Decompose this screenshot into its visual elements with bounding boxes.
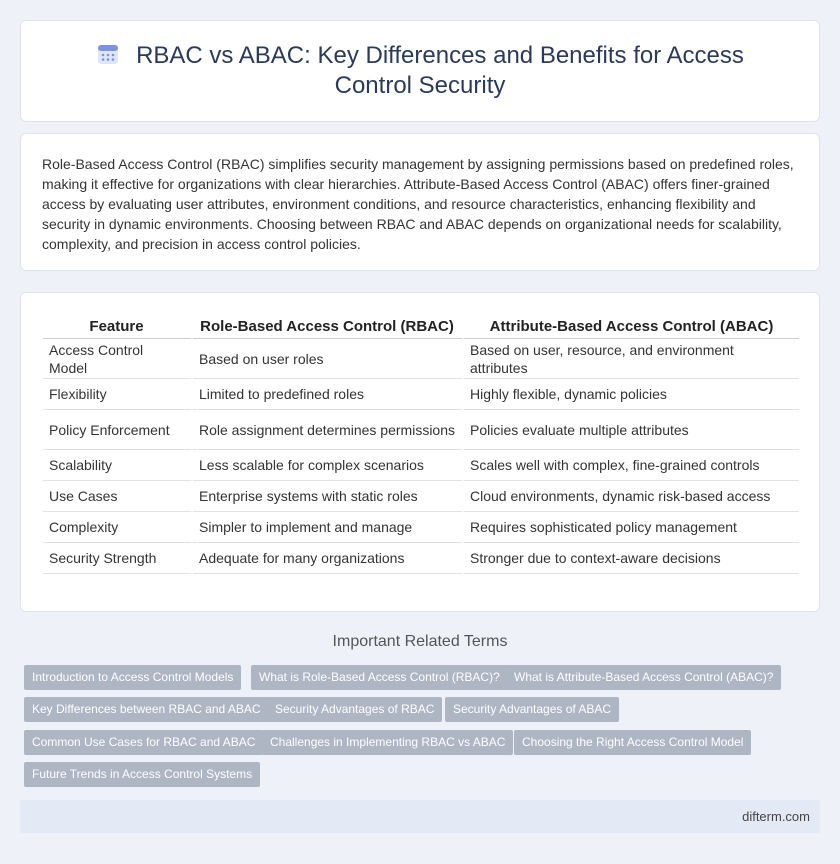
column-header-abac: Attribute-Based Access Control (ABAC): [464, 313, 799, 339]
comparison-card: [20, 292, 820, 612]
related-term-tag[interactable]: What is Role-Based Access Control (RBAC)?: [251, 665, 508, 690]
table-cell: Policy Enforcement: [43, 410, 193, 450]
related-term-tag[interactable]: Key Differences between RBAC and ABAC: [24, 697, 269, 722]
table-cell: Flexibility: [43, 379, 193, 410]
table-row: [43, 512, 799, 543]
table-cell: Role assignment determines permissions: [193, 410, 464, 450]
table-cell: Scales well with complex, fine-grained controls: [464, 450, 799, 481]
column-header-rbac: Role-Based Access Control (RBAC): [193, 313, 464, 339]
table-cell: Cloud environments, dynamic risk-based access: [464, 481, 799, 512]
table-row: [43, 481, 799, 512]
table-row: [43, 410, 799, 450]
title-card: [20, 20, 820, 122]
table-cell: Less scalable for complex scenarios: [193, 450, 464, 481]
table-row: [43, 543, 799, 574]
table-cell: Adequate for many organizations: [193, 543, 464, 574]
related-term-tag[interactable]: Challenges in Implementing RBAC vs ABAC: [262, 730, 513, 755]
table-cell: Complexity: [43, 512, 193, 543]
related-term-tag[interactable]: Common Use Cases for RBAC and ABAC: [24, 730, 263, 755]
table-cell: Based on user, resource, and environment attributes: [464, 339, 799, 379]
column-header-feature: Feature: [43, 313, 193, 339]
table-cell: Access Control Model: [43, 339, 193, 379]
page-title-text: RBAC vs ABAC: Key Differences and Benefits for Access Control Security: [136, 42, 744, 99]
related-term-tag[interactable]: Security Advantages of RBAC: [267, 697, 442, 722]
comparison-table: [43, 313, 799, 574]
table-row: [43, 339, 799, 379]
intro-card: [20, 133, 820, 271]
table-header-row: [43, 313, 799, 339]
table-row: [43, 450, 799, 481]
footer: [20, 800, 820, 833]
table-cell: Enterprise systems with static roles: [193, 481, 464, 512]
table-cell: Scalability: [43, 450, 193, 481]
table-cell: Policies evaluate multiple attributes: [464, 410, 799, 450]
related-term-tag[interactable]: Future Trends in Access Control Systems: [24, 762, 260, 787]
table-cell: Simpler to implement and manage: [193, 512, 464, 543]
footer-site-link[interactable]: difterm.com: [742, 809, 810, 824]
table-cell: Stronger due to context-aware decisions: [464, 543, 799, 574]
table-cell: Limited to predefined roles: [193, 379, 464, 410]
related-term-tag[interactable]: Introduction to Access Control Models: [24, 665, 241, 690]
table-row: [43, 379, 799, 410]
page-title: [61, 41, 779, 101]
related-term-tag[interactable]: Choosing the Right Access Control Model: [514, 730, 751, 755]
table-cell: Use Cases: [43, 481, 193, 512]
related-term-tag[interactable]: Security Advantages of ABAC: [445, 697, 619, 722]
table-cell: Based on user roles: [193, 339, 464, 379]
related-term-tag[interactable]: What is Attribute-Based Access Control (ABAC)?: [506, 665, 781, 690]
calendar-icon: [96, 42, 120, 66]
table-cell: Requires sophisticated policy management: [464, 512, 799, 543]
table-cell: Security Strength: [43, 543, 193, 574]
intro-paragraph: Role-Based Access Control (RBAC) simplifies security management by assigning permissions based on predefined roles, making it effective for organizations with clear hierarchies. Attribute-Based Access Control (ABAC) offers finer-grained access by evaluating user attributes, environment conditions, and resource characteristics, enhancing flexibility and security in dynamic environments. Choosing between RBAC and ABAC depends on organizational needs for scalability, complexity, and precision in access control policies.: [42, 156, 794, 252]
related-terms-heading: Important Related Terms: [332, 633, 508, 650]
table-cell: Highly flexible, dynamic policies: [464, 379, 799, 410]
